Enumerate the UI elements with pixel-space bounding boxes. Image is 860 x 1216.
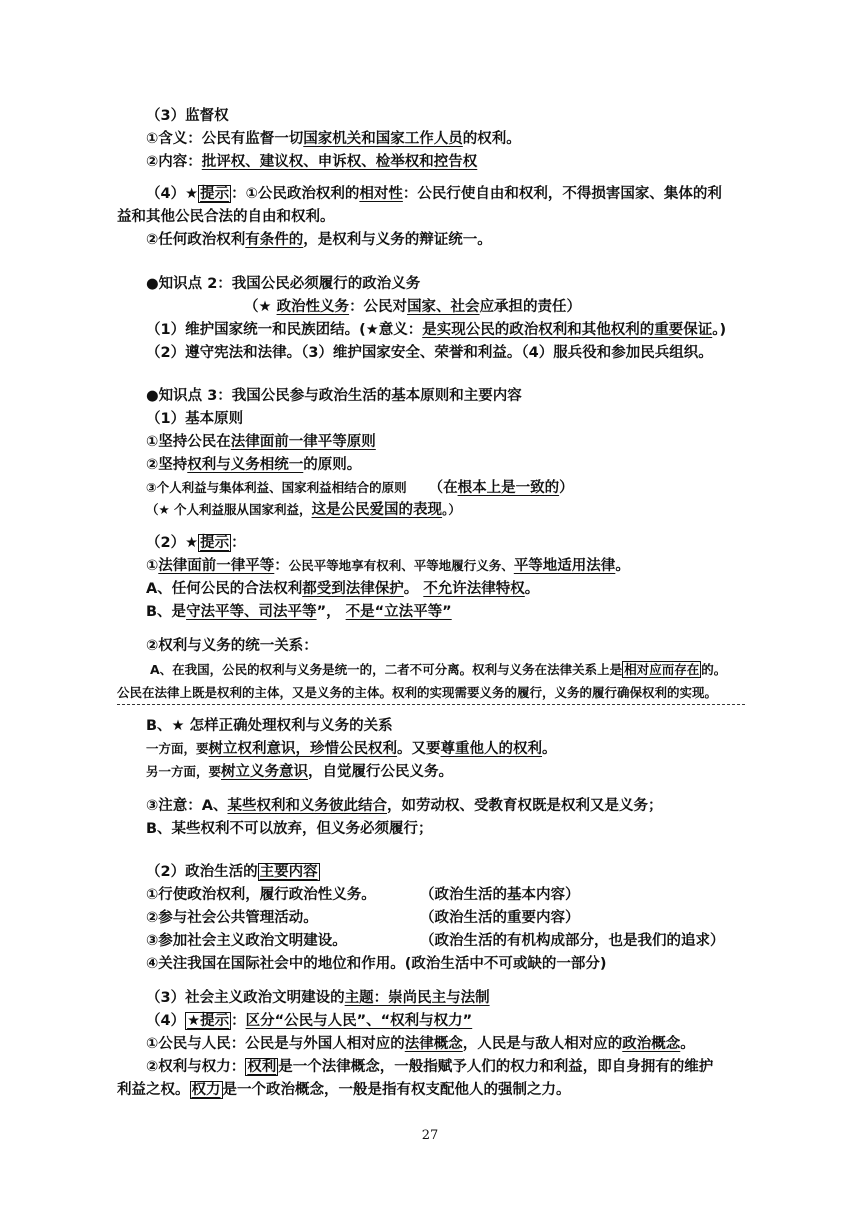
content-4: ④关注我国在国际社会中的地位和作用。(政治生活中不可或缺的一部分) — [146, 956, 607, 972]
rights-vs-power-cont: 利益之权。 权力 是一个政治概念，一般是指有权支配他人的强制之力。 — [117, 1082, 571, 1098]
tip-2-heading: （2）★ 提示 ： — [146, 535, 246, 551]
content-3: ③参加社会主义政治文明建设。 — [146, 933, 347, 949]
handling-other-hand: 另一方面，要树立义务意识，自觉履行公民义务。 — [146, 764, 454, 780]
note-b: B、某些权利不可以放弃，但义务必须履行； — [146, 821, 433, 837]
knowledge-point-3: ●知识点 3：我国公民参与政治生活的基本原则和主要内容 — [146, 388, 522, 404]
note-a: ③注意：A、某些权利和义务彼此结合，如劳动权、受教育权既是权利又是义务； — [146, 798, 663, 814]
content-1: ①行使政治权利，履行政治性义务。 — [146, 887, 376, 903]
tip-relativity-cont: 益和其他公民合法的自由和权利。 — [117, 209, 335, 225]
principle-1: ①坚持公民在法律面前一律平等原则 — [146, 434, 376, 450]
tip-relativity: （4）★ 提示 ：①公民政治权利的相对性：公民行使自由和权利，不得损害国家、集体的利 — [146, 186, 722, 202]
tip-conditional: ②任何政治权利有条件的，是权利与义务的辩证统一。 — [146, 232, 492, 248]
handling-one-hand: 一方面，要树立权利意识，珍惜公民权利。又要尊重他人的权利。 — [146, 741, 557, 757]
knowledge-point-2: ●知识点 2：我国公民必须履行的政治义务 — [146, 276, 421, 292]
basic-principles-heading: （1）基本原则 — [146, 411, 244, 427]
duty-2-4: （2）遵守宪法和法律。（3）维护国家安全、荣誉和利益。（4）服兵役和参加民兵组织。 — [146, 345, 713, 361]
supervision-meaning: ①含义：公民有监督一切国家机关和国家工作人员的权利。 — [146, 131, 521, 147]
content-3-note: （政治生活的有机构成部分，也是我们的追求） — [420, 933, 725, 949]
dashed-underline — [117, 704, 745, 705]
equality-b: B、是守法平等、司法平等”， 不是“立法平等” — [146, 604, 452, 620]
political-civilization-theme: （3）社会主义政治文明建设的主题：崇尚民主与法制 — [146, 990, 490, 1006]
rights-duties-unity-a-cont: 公民在法律上既是权利的主体，又是义务的主体。权利的实现需要义务的履行，义务的履行确保权利的实现。 — [117, 685, 718, 700]
rights-duties-unity-heading: ②权利与义务的统一关系： — [146, 638, 318, 654]
content-2-note: （政治生活的重要内容） — [420, 910, 580, 926]
principle-3-note: （★ 个人利益服从国家利益，这是公民爱国的表现。） — [146, 502, 461, 518]
main-content-heading: （2）政治生活的 主要内容 — [146, 864, 318, 880]
principle-3: ③个人利益与集体利益、国家利益相结合的原则 （在根本上是一致的） — [146, 480, 574, 496]
content-2: ②参与社会公共管理活动。 — [146, 910, 318, 926]
duty-1: （1）维护国家统一和民族团结。(★意义：是实现公民的政治权利和其他权利的重要保证。) — [146, 322, 727, 338]
principle-2: ②坚持权利与义务相统一的原则。 — [146, 457, 362, 473]
equality-before-law: ①法律面前一律平等：公民平等地享有权利、平等地履行义务、平等地适用法律。 — [146, 558, 630, 574]
rights-vs-power: ②权利与权力： 权利 是一个法律概念，一般指赋予人们的权力和利益，即自身拥有的维护 — [146, 1059, 714, 1075]
page-number: 27 — [421, 1128, 439, 1143]
rights-duties-unity-a: A、在我国，公民的权利与义务是统一的，二者不可分离。权利与义务在法律关系上是 相对应而存在 的。 — [150, 662, 727, 677]
supervision-content: ②内容：批评权、建议权、申诉权、检举权和控告权 — [146, 154, 478, 170]
heading-supervision-right: （3）监督权 — [146, 108, 229, 124]
citizen-vs-people: ①公民与人民：公民是与外国人相对应的法律概念，人民是与敌人相对应的政治概念。 — [146, 1036, 695, 1052]
rights-duties-handling-heading: B、★ 怎样正确处理权利与义务的关系 — [146, 718, 393, 734]
political-duty-definition: （★ 政治性义务：公民对国家、社会应承担的责任） — [244, 299, 582, 315]
content-1-note: （政治生活的基本内容） — [420, 887, 580, 903]
tip-4-heading: （4） ★提示 ：区分“公民与人民”、“权利与权力” — [146, 1013, 473, 1029]
equality-a: A、任何公民的合法权利都受到法律保护。 不允许法律特权。 — [146, 581, 540, 597]
